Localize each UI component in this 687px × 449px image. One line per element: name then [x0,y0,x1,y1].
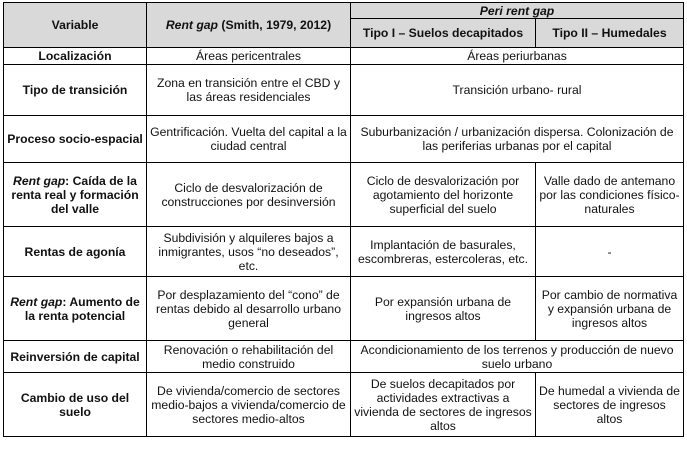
table-row-agonia [4,227,684,277]
row-peri: Transición urbano- rural [351,65,684,116]
row-variable-italic: Rent gap [13,173,66,188]
row-tipo1: Ciclo de desvalorización por agotamiento del horizonte superficial del suelo [351,163,536,227]
row-rent-gap: De vivienda/comercio de sectores medio-bajos a vivienda/comercio de sectores medio-altos [147,373,351,437]
row-rent-gap: Áreas pericentrales [147,48,351,65]
row-tipo1: Implantación de basurales, escombreras, estercoleras, etc. [351,227,536,277]
header-tipo2: Tipo II – Humedales [536,19,684,48]
row-rent-gap: Ciclo de desvalorización de construcciones por desinversión [147,163,351,227]
table-row-cambio [4,373,684,437]
header-rent-gap-italic: Rent gap [165,18,218,32]
row-tipo1: De suelos decapitados por actividades extractivas a vivienda de sectores de ingresos altos [351,373,536,437]
row-variable: Rentas de agonía [4,227,147,277]
row-tipo2: Por cambio de normativa y expansión urbana de ingresos altos [536,277,684,341]
row-variable: Tipo de transición [4,65,147,116]
row-variable-rest: : Aumento de la renta potencial [24,294,140,323]
header-rent-gap [147,3,351,48]
row-variable-italic: Rent gap [10,294,63,309]
row-variable: Cambio de uso del suelo [4,373,147,437]
header-rent-gap-citation: (Smith, 1979, 2012) [218,18,332,32]
row-rent-gap: Gentrificación. Vuelta del capital a la ciudad central [147,116,351,163]
row-variable-rest: : Caída de la renta real y formación del valle [11,173,139,216]
table-row-reinversion [4,341,684,373]
header-peri-rent-gap: Peri rent gap [351,3,684,19]
row-rent-gap: Por desplazamiento del “cono” de rentas debido al desarrollo urbano general [147,277,351,341]
table-row-caida [4,163,684,227]
header-variable: Variable [4,3,147,48]
row-peri: Áreas periurbanas [351,48,684,65]
row-variable: Reinversión de capital [4,341,147,373]
row-peri: Acondicionamiento de los terrenos y producción de nuevo suelo urbano [351,341,684,373]
header-tipo1: Tipo I – Suelos decapitados [351,19,536,48]
row-tipo1: Por expansión urbana de ingresos altos [351,277,536,341]
row-variable [4,277,147,341]
table-row-localizacion [4,48,684,65]
row-variable: Localización [4,48,147,65]
row-rent-gap: Renovación o rehabilitación del medio construido [147,341,351,373]
row-variable: Proceso socio-espacial [4,116,147,163]
comparison-table [3,2,684,437]
row-rent-gap: Subdivisión y alquileres bajos a inmigrantes, usos “no deseados”, etc. [147,227,351,277]
table-row-transicion [4,65,684,116]
row-tipo2: Valle dado de antemano por las condiciones físico-naturales [536,163,684,227]
row-tipo2: De humedal a vivienda de sectores de ingresos altos [536,373,684,437]
table-row-aumento [4,277,684,341]
row-peri: Suburbanización / urbanización dispersa. Colonización de las periferias urbanas por el capital [351,116,684,163]
row-variable [4,163,147,227]
table-row-proceso [4,116,684,163]
row-rent-gap: Zona en transición entre el CBD y las áreas residenciales [147,65,351,116]
row-tipo2: - [536,227,684,277]
